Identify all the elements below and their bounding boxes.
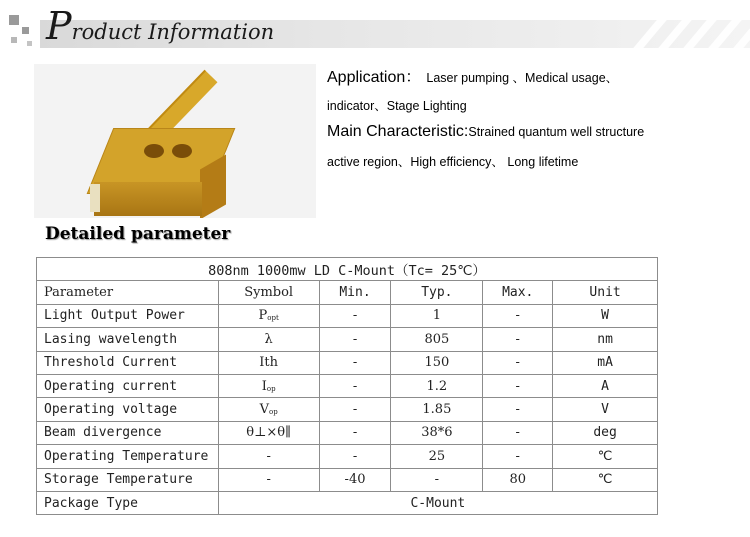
header-typ: Typ. — [391, 281, 483, 304]
cell-unit: nm — [553, 328, 658, 351]
decor-square — [27, 41, 32, 46]
mount-hole — [172, 144, 192, 158]
cell-parameter: Storage Temperature — [37, 468, 219, 491]
symbol-main: - — [266, 472, 271, 488]
cell-parameter: Operating voltage — [37, 398, 219, 421]
cell-min: - — [319, 351, 391, 374]
cell-symbol — [218, 421, 319, 444]
cell-symbol — [218, 468, 319, 491]
cell-max: - — [483, 328, 553, 351]
table-row — [37, 421, 658, 444]
table-row — [37, 374, 658, 397]
cell-unit: mA — [553, 351, 658, 374]
characteristic-label: Main Characteristic: — [327, 123, 469, 140]
table-row — [37, 468, 658, 491]
cell-min: - — [319, 374, 391, 397]
cell-symbol — [218, 304, 319, 327]
section-title: Detailed parameter — [45, 224, 231, 244]
header-min: Min. — [319, 281, 391, 304]
cell-min: - — [319, 304, 391, 327]
symbol-main: θ⊥×θ∥ — [246, 425, 292, 441]
symbol-subscript: opt — [267, 314, 279, 323]
package-label: Package Type — [37, 491, 219, 514]
cell-symbol — [218, 351, 319, 374]
cell-max: - — [483, 445, 553, 468]
cell-min: - — [319, 445, 391, 468]
header-symbol: Symbol — [218, 281, 319, 304]
cell-max: - — [483, 304, 553, 327]
symbol-main: - — [266, 448, 271, 464]
cell-typ: 1.85 — [391, 398, 483, 421]
cell-typ: 1.2 — [391, 374, 483, 397]
chip-front — [94, 182, 202, 216]
package-value: C-Mount — [218, 491, 657, 514]
cell-unit: A — [553, 374, 658, 397]
table-row — [37, 445, 658, 468]
table-row — [37, 398, 658, 421]
cell-min: -40 — [319, 468, 391, 491]
title-initial: P — [46, 4, 72, 48]
symbol-main: V — [259, 402, 269, 418]
table-row — [37, 304, 658, 327]
table-row — [37, 328, 658, 351]
characteristic-text-2: active region、High efficiency、 Long lifetime — [327, 155, 579, 169]
header-parameter: Parameter — [37, 281, 219, 304]
cell-unit: ℃ — [553, 468, 658, 491]
symbol-subscript: op — [266, 384, 276, 393]
cell-typ: 150 — [391, 351, 483, 374]
cell-parameter: Beam divergence — [37, 421, 219, 444]
cell-typ: 38*6 — [391, 421, 483, 444]
cell-min: - — [319, 328, 391, 351]
cell-max: - — [483, 374, 553, 397]
page-title — [46, 4, 274, 48]
cell-parameter: Lasing wavelength — [37, 328, 219, 351]
cell-symbol — [218, 398, 319, 421]
table-header-row — [37, 281, 658, 304]
cell-symbol — [218, 374, 319, 397]
application-text: Laser pumping 、Medical usage、 — [426, 71, 619, 85]
cell-unit: W — [553, 304, 658, 327]
header-stripes — [620, 20, 750, 48]
cell-max: 80 — [483, 468, 553, 491]
cell-max: - — [483, 351, 553, 374]
cell-max: - — [483, 421, 553, 444]
mount-hole — [144, 144, 164, 158]
symbol-subscript: op — [269, 408, 278, 417]
table-row-package — [37, 491, 658, 514]
application-text-2: indicator、Stage Lighting — [327, 99, 467, 113]
header-max: Max. — [483, 281, 553, 304]
product-image — [34, 64, 316, 218]
title-rest: roduct Information — [71, 20, 275, 44]
decor-square — [22, 27, 29, 34]
header-banner — [0, 0, 750, 55]
cell-min: - — [319, 421, 391, 444]
symbol-main: λ — [264, 331, 273, 347]
table-row — [37, 351, 658, 374]
cell-unit: ℃ — [553, 445, 658, 468]
symbol-main: P — [258, 308, 268, 324]
symbol-main: Ith — [259, 355, 279, 371]
decor-square — [9, 15, 19, 25]
decor-square — [11, 37, 17, 43]
cell-parameter: Operating current — [37, 374, 219, 397]
cell-symbol — [218, 328, 319, 351]
cell-typ: - — [391, 468, 483, 491]
cell-unit: deg — [553, 421, 658, 444]
chip-edge — [90, 184, 100, 212]
cell-typ: 25 — [391, 445, 483, 468]
characteristic-text: Strained quantum well structure — [468, 125, 645, 139]
cell-parameter: Operating Temperature — [37, 445, 219, 468]
table-caption: 808nm 1000mw LD C-Mount（Tc= 25℃） — [37, 258, 658, 281]
cell-symbol — [218, 445, 319, 468]
cell-typ: 805 — [391, 328, 483, 351]
cell-parameter: Light Output Power — [37, 304, 219, 327]
cell-parameter: Threshold Current — [37, 351, 219, 374]
header-unit: Unit — [553, 281, 658, 304]
parameter-table — [36, 257, 658, 515]
application-label: Application： — [327, 69, 422, 86]
cell-unit: V — [553, 398, 658, 421]
cell-typ: 1 — [391, 304, 483, 327]
cell-max: - — [483, 398, 553, 421]
symbol-main: I — [261, 378, 267, 394]
cell-min: - — [319, 398, 391, 421]
